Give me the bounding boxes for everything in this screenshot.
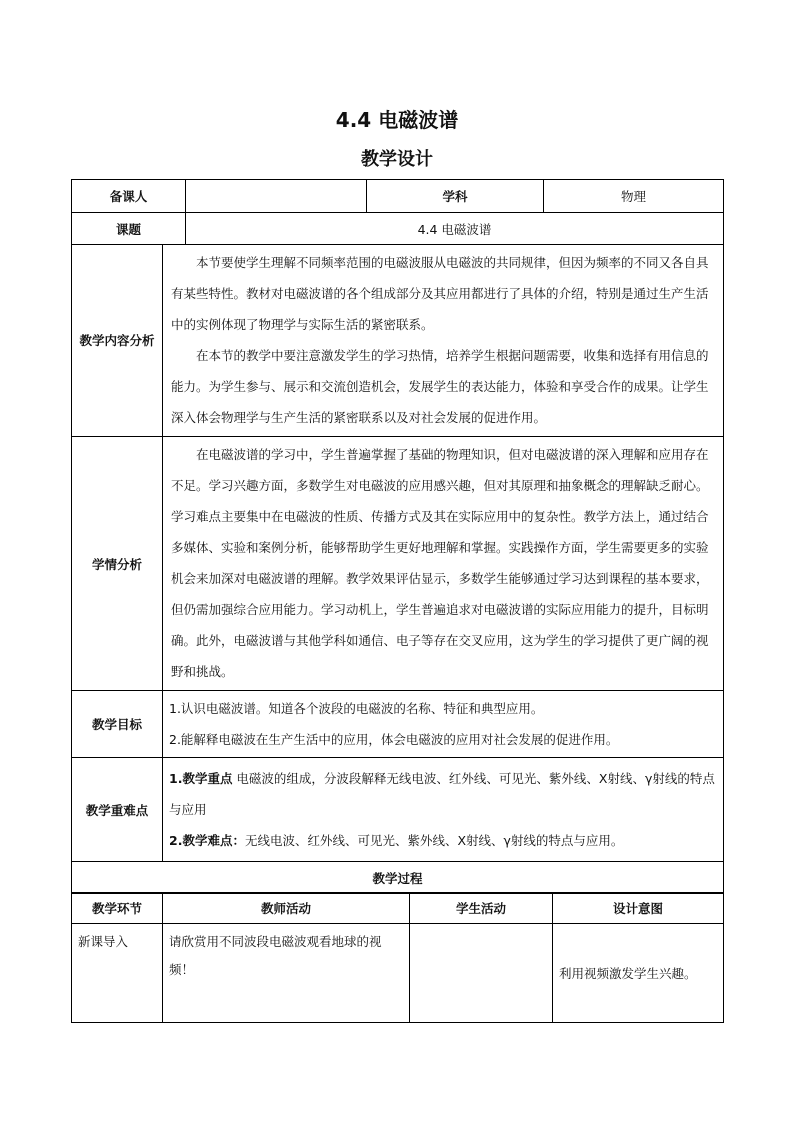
key-point-content: 电磁波的组成，分波段解释无线电波、红外线、可见光、紫外线、X射线、γ射线的特点与应用	[169, 771, 715, 817]
process-heading-row	[72, 862, 724, 894]
content-analysis-row	[72, 245, 724, 437]
process-heading: 教学过程	[72, 862, 724, 894]
key-points-row	[72, 758, 724, 862]
subject-value: 物理	[544, 180, 724, 213]
header-stage: 教学环节	[72, 893, 163, 924]
header-intent: 设计意图	[553, 893, 724, 924]
teacher-activity-cell: 请欣赏用不同波段电磁波观看地球的视频！	[163, 924, 410, 1023]
key-points-text	[163, 758, 724, 862]
objectives-text	[163, 691, 724, 758]
topic-value: 4.4 电磁波谱	[186, 213, 724, 245]
document-title: 4.4 电磁波谱	[335, 108, 459, 132]
design-table	[71, 179, 724, 894]
header-teacher: 教师活动	[163, 893, 410, 924]
student-analysis-paragraph: 在电磁波谱的学习中，学生普遍掌握了基础的物理知识，但对电磁波谱的深入理解和应用存在不足。学习兴趣方面，多数学生对电磁波的应用感兴趣，但对其原理和抽象概念的理解缺乏耐心。学习难点主要集中在电磁波的性质、传播方式及其在实际应用中的复杂性。教学方法上，通过结合多媒体、实验和案例分析，能够帮助学生更好地理解和掌握。实践操作方面，学生需要更多的实验机会来加深对电磁波谱的理解。教学效果评估显示，多数学生能够通过学习达到课程的基本要求，但仍需加强综合应用能力。学习动机上，学生普遍追求对电磁波谱的实际应用能力的提升，目标明确。此外，电磁波谱与其他学科如通信、电子等存在交叉应用，这为学生的学习提供了更广阔的视野和挑战。	[171, 447, 709, 679]
preparer-value	[186, 180, 367, 213]
info-row-preparer	[72, 180, 724, 213]
student-analysis-text	[163, 437, 724, 691]
objectives-label: 教学目标	[72, 691, 163, 758]
info-row-topic	[72, 213, 724, 245]
key-points-label: 教学重难点	[72, 758, 163, 862]
content-analysis-text	[163, 245, 724, 437]
process-table	[71, 892, 724, 1023]
difficulty-content: 无线电波、红外线、可见光、紫外线、X射线、γ射线的特点与应用。	[244, 833, 624, 848]
difficulty-line	[169, 825, 717, 856]
process-row	[72, 924, 724, 1023]
header-student: 学生活动	[410, 893, 553, 924]
objectives-row	[72, 691, 724, 758]
student-analysis-row	[72, 437, 724, 691]
subject-label: 学科	[367, 180, 544, 213]
content-analysis-label: 教学内容分析	[72, 245, 163, 437]
content-analysis-paragraph-1: 本节要使学生理解不同频率范围的电磁波服从电磁波的共同规律，但因为频率的不同又各自具有某些特性。教材对电磁波谱的各个组成部分及其应用都进行了具体的介绍，特别是通过生产生活中的实例体现了物理学与实际生活的紧密联系。	[171, 255, 709, 332]
preparer-label: 备课人	[72, 180, 186, 213]
objective-item-2: 2.能解释电磁波在生产生活中的应用，体会电磁波的应用对社会发展的促进作用。	[169, 732, 619, 747]
objective-item-1: 1.认识电磁波谱。知道各个波段的电磁波的名称、特征和典型应用。	[169, 701, 544, 716]
student-analysis-label: 学情分析	[72, 437, 163, 691]
student-activity-cell	[410, 924, 553, 1023]
difficulty-label: 2.教学难点：	[169, 833, 245, 848]
content-analysis-paragraph-2: 在本节的教学中要注意激发学生的学习热情，培养学生根据问题需要，收集和选择有用信息的能力。为学生参与、展示和交流创造机会，发展学生的表达能力，体验和享受合作的成果。让学生深入体会物理学与生产生活的紧密联系以及对社会发展的促进作用。	[171, 348, 709, 425]
process-header-row	[72, 893, 724, 924]
document-subtitle: 教学设计	[361, 149, 433, 170]
key-point-line	[169, 763, 717, 825]
design-intent-cell: 利用视频激发学生兴趣。	[553, 924, 724, 1023]
stage-cell: 新课导入	[72, 924, 163, 1023]
key-point-label: 1.教学重点	[169, 771, 233, 786]
topic-label: 课题	[72, 213, 186, 245]
